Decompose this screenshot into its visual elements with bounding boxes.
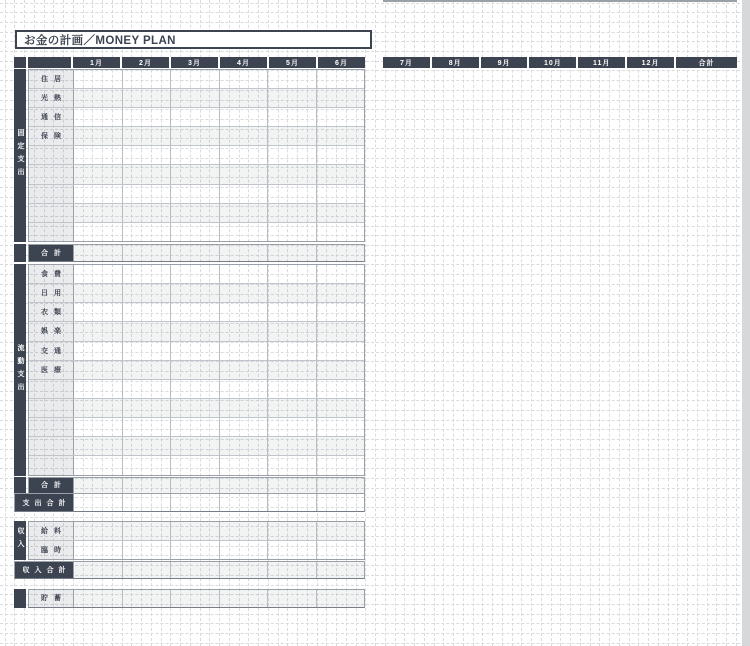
- data-cell[interactable]: [122, 70, 171, 88]
- data-cell[interactable]: [74, 478, 122, 494]
- data-cell[interactable]: [316, 185, 365, 203]
- table-box: [28, 244, 365, 263]
- row-label: 日用: [29, 284, 74, 302]
- row-label: 娯楽: [29, 322, 74, 340]
- data-cell[interactable]: [170, 418, 219, 436]
- data-cell[interactable]: [122, 127, 171, 145]
- data-cell[interactable]: [219, 541, 268, 559]
- data-cell[interactable]: [170, 108, 219, 126]
- data-cell[interactable]: [122, 265, 171, 283]
- data-cell[interactable]: [122, 418, 171, 436]
- month-header-cell: 2月: [122, 57, 171, 68]
- data-cell[interactable]: [170, 342, 219, 360]
- table-box: [28, 521, 365, 560]
- data-cell[interactable]: [170, 590, 219, 608]
- data-cell[interactable]: [122, 456, 171, 474]
- data-cell[interactable]: [316, 361, 365, 379]
- data-cell[interactable]: [316, 322, 365, 340]
- row-label: [29, 165, 74, 183]
- data-cell[interactable]: [170, 541, 219, 559]
- data-cell[interactable]: [74, 322, 122, 340]
- grid-line: [0, 3, 750, 4]
- section-sidebar: [14, 521, 26, 560]
- row-label: 光熱: [29, 89, 74, 107]
- data-cell[interactable]: [74, 185, 122, 203]
- data-cell[interactable]: [219, 322, 268, 340]
- data-cell[interactable]: [170, 146, 219, 164]
- data-cell[interactable]: [74, 342, 122, 360]
- month-header-cell: 4月: [220, 57, 269, 68]
- data-cell[interactable]: [219, 108, 268, 126]
- table-row: [29, 283, 364, 302]
- month-header-cell: 1月: [73, 57, 122, 68]
- data-cell[interactable]: [219, 265, 268, 283]
- data-cell[interactable]: [267, 418, 316, 436]
- data-cell[interactable]: [74, 380, 122, 398]
- data-cell[interactable]: [219, 562, 268, 578]
- table-row: [15, 562, 364, 578]
- row-label: 給料: [29, 522, 74, 540]
- data-cell[interactable]: [170, 245, 219, 262]
- data-cell[interactable]: [122, 165, 171, 183]
- data-cell[interactable]: [122, 108, 171, 126]
- data-cell[interactable]: [170, 185, 219, 203]
- data-cell[interactable]: [267, 590, 316, 608]
- savings-row: [14, 589, 365, 609]
- data-cell[interactable]: [316, 108, 365, 126]
- table-header-second-half: [383, 57, 737, 68]
- data-cell[interactable]: [122, 590, 171, 608]
- month-header-cell: 9月: [481, 57, 530, 68]
- data-cell[interactable]: [267, 494, 316, 511]
- data-cell[interactable]: [219, 361, 268, 379]
- data-cell[interactable]: [316, 245, 365, 262]
- grid-line: [0, 517, 750, 518]
- month-header-cell: 8月: [432, 57, 481, 68]
- data-cell[interactable]: [122, 245, 171, 262]
- data-cell[interactable]: [267, 478, 316, 494]
- page-title: お金の計画／MONEY PLAN: [24, 34, 176, 47]
- data-cell[interactable]: [316, 70, 365, 88]
- header-corner-cell: [14, 57, 28, 68]
- data-cell[interactable]: [316, 165, 365, 183]
- data-cell[interactable]: [316, 562, 365, 578]
- data-cell[interactable]: [170, 478, 219, 494]
- data-cell[interactable]: [74, 146, 122, 164]
- table-box: [28, 264, 365, 476]
- data-cell[interactable]: [170, 303, 219, 321]
- table-row: [29, 398, 364, 417]
- data-cell[interactable]: [267, 342, 316, 360]
- data-cell[interactable]: [122, 562, 171, 578]
- data-cell[interactable]: [74, 284, 122, 302]
- table-row: [29, 522, 364, 540]
- table-row: [29, 265, 364, 283]
- data-cell[interactable]: [74, 361, 122, 379]
- data-cell[interactable]: [170, 361, 219, 379]
- data-cell[interactable]: [316, 541, 365, 559]
- data-cell[interactable]: [219, 127, 268, 145]
- section-sidebar: [14, 264, 26, 476]
- data-cell[interactable]: [74, 70, 122, 88]
- page-edge-strip: [742, 0, 750, 646]
- data-cell[interactable]: [219, 223, 268, 241]
- data-cell[interactable]: [122, 89, 171, 107]
- grid-line: [0, 51, 750, 52]
- sidebar-cell: [14, 477, 26, 495]
- data-cell[interactable]: [316, 284, 365, 302]
- data-cell[interactable]: [74, 522, 122, 540]
- row-label: 収入合計: [15, 562, 74, 578]
- data-cell[interactable]: [122, 342, 171, 360]
- data-cell[interactable]: [219, 303, 268, 321]
- data-cell[interactable]: [267, 541, 316, 559]
- data-cell[interactable]: [170, 204, 219, 222]
- data-cell[interactable]: [316, 399, 365, 417]
- data-cell[interactable]: [316, 265, 365, 283]
- data-cell[interactable]: [170, 70, 219, 88]
- table-row: [15, 494, 364, 511]
- table-row: [29, 145, 364, 164]
- table-row: [29, 184, 364, 203]
- data-cell[interactable]: [170, 127, 219, 145]
- data-cell[interactable]: [219, 380, 268, 398]
- data-cell[interactable]: [219, 418, 268, 436]
- table-row: [29, 107, 364, 126]
- data-cell[interactable]: [219, 284, 268, 302]
- data-cell[interactable]: [170, 522, 219, 540]
- data-cell[interactable]: [74, 223, 122, 241]
- row-label: [29, 399, 74, 417]
- data-cell[interactable]: [316, 146, 365, 164]
- data-cell[interactable]: [316, 522, 365, 540]
- table-row: [29, 540, 364, 559]
- data-cell[interactable]: [267, 380, 316, 398]
- data-cell[interactable]: [170, 562, 219, 578]
- data-cell[interactable]: [74, 204, 122, 222]
- section-income: [14, 521, 365, 560]
- data-cell[interactable]: [316, 127, 365, 145]
- data-cell[interactable]: [170, 494, 219, 511]
- table-box: [28, 477, 365, 495]
- data-cell[interactable]: [74, 303, 122, 321]
- data-cell[interactable]: [122, 284, 171, 302]
- table-box: [28, 69, 365, 243]
- data-cell[interactable]: [74, 245, 122, 262]
- data-cell[interactable]: [122, 478, 171, 494]
- data-cell[interactable]: [267, 399, 316, 417]
- table-box: [14, 493, 365, 512]
- row-label: 交通: [29, 342, 74, 360]
- data-cell[interactable]: [122, 361, 171, 379]
- table-row: [29, 341, 364, 360]
- table-row: [29, 302, 364, 321]
- month-header-cell: 3月: [171, 57, 220, 68]
- data-cell[interactable]: [122, 322, 171, 340]
- table-row: [29, 478, 364, 494]
- data-cell[interactable]: [170, 456, 219, 474]
- data-cell[interactable]: [74, 265, 122, 283]
- row-label: 臨時: [29, 541, 74, 559]
- row-label: 保険: [29, 127, 74, 145]
- row-label: [29, 380, 74, 398]
- grid-line: [0, 12, 750, 13]
- data-cell[interactable]: [170, 165, 219, 183]
- header-cells: [28, 57, 365, 68]
- data-cell[interactable]: [316, 418, 365, 436]
- data-cell[interactable]: [219, 342, 268, 360]
- data-cell[interactable]: [219, 70, 268, 88]
- table-row: [29, 88, 364, 107]
- data-cell[interactable]: [74, 399, 122, 417]
- expense-total-row: [14, 493, 365, 512]
- data-cell[interactable]: [170, 223, 219, 241]
- data-cell[interactable]: [267, 165, 316, 183]
- table-row: [29, 360, 364, 379]
- row-label: [29, 146, 74, 164]
- data-cell[interactable]: [219, 165, 268, 183]
- data-cell[interactable]: [74, 541, 122, 559]
- table-row: [29, 436, 364, 455]
- data-cell[interactable]: [219, 399, 268, 417]
- row-label: 医療: [29, 361, 74, 379]
- table-row: [29, 245, 364, 262]
- data-cell[interactable]: [316, 456, 365, 474]
- data-cell[interactable]: [267, 185, 316, 203]
- data-cell[interactable]: [267, 265, 316, 283]
- data-cell[interactable]: [122, 437, 171, 455]
- fixed-expenses-total-row: [14, 244, 365, 263]
- row-label: 支出合計: [15, 494, 74, 511]
- data-cell[interactable]: [219, 437, 268, 455]
- data-cell[interactable]: [219, 590, 268, 608]
- header-cells: [383, 57, 737, 68]
- data-cell[interactable]: [267, 456, 316, 474]
- data-cell[interactable]: [316, 223, 365, 241]
- data-cell[interactable]: [267, 361, 316, 379]
- month-header-cell: 11月: [578, 57, 627, 68]
- grid-line: [0, 22, 750, 23]
- data-cell[interactable]: [267, 562, 316, 578]
- data-cell[interactable]: [219, 204, 268, 222]
- data-cell[interactable]: [74, 437, 122, 455]
- month-header-cell: 7月: [383, 57, 432, 68]
- row-label: 衣類: [29, 303, 74, 321]
- variable-expenses-total-row: [14, 477, 365, 495]
- data-cell[interactable]: [267, 89, 316, 107]
- section-side-label: 固定支出: [17, 129, 24, 182]
- data-cell[interactable]: [267, 108, 316, 126]
- row-label: [29, 418, 74, 436]
- data-cell[interactable]: [316, 380, 365, 398]
- page-title-box: [15, 30, 372, 49]
- data-cell[interactable]: [170, 437, 219, 455]
- category-header-cell: [28, 57, 73, 68]
- sidebar-cell: [14, 244, 26, 263]
- data-cell[interactable]: [170, 284, 219, 302]
- data-cell[interactable]: [316, 204, 365, 222]
- table-box: [14, 561, 365, 579]
- data-cell[interactable]: [74, 494, 122, 511]
- section-fixed-expenses: [14, 69, 365, 243]
- row-label: [29, 456, 74, 474]
- data-cell[interactable]: [267, 223, 316, 241]
- table-header-first-half: [14, 57, 365, 68]
- data-cell[interactable]: [267, 284, 316, 302]
- data-cell[interactable]: [267, 303, 316, 321]
- table-row: [29, 70, 364, 88]
- table-box: [383, 0, 737, 2]
- data-cell[interactable]: [170, 380, 219, 398]
- row-label: 食費: [29, 265, 74, 283]
- data-cell[interactable]: [219, 494, 268, 511]
- data-cell[interactable]: [267, 70, 316, 88]
- grid-line: [0, 643, 750, 644]
- table-row: [29, 455, 364, 474]
- section-side-label: 流動支出: [17, 343, 24, 396]
- data-cell[interactable]: [170, 89, 219, 107]
- data-cell[interactable]: [74, 108, 122, 126]
- data-cell[interactable]: [267, 146, 316, 164]
- row-label: [29, 223, 74, 241]
- table-row: [29, 379, 364, 398]
- data-cell[interactable]: [316, 303, 365, 321]
- data-cell[interactable]: [74, 456, 122, 474]
- undefined: [383, 0, 737, 2]
- table-row: [29, 222, 364, 241]
- grid-line: [0, 623, 750, 624]
- row-label: 合計: [29, 478, 74, 494]
- data-cell[interactable]: [122, 204, 171, 222]
- data-cell[interactable]: [316, 437, 365, 455]
- table-box: [28, 589, 365, 609]
- section-side-label: 収入: [17, 527, 24, 553]
- data-cell[interactable]: [74, 418, 122, 436]
- data-cell[interactable]: [219, 456, 268, 474]
- month-header-cell: 10月: [529, 57, 578, 68]
- table-row: [29, 126, 364, 145]
- data-cell[interactable]: [74, 127, 122, 145]
- row-label: 住居: [29, 70, 74, 88]
- grid-line: [0, 614, 750, 615]
- sidebar-cell: [14, 589, 26, 609]
- data-cell[interactable]: [122, 522, 171, 540]
- data-cell[interactable]: [122, 541, 171, 559]
- data-cell[interactable]: [267, 204, 316, 222]
- data-cell[interactable]: [74, 590, 122, 608]
- month-header-cell: 12月: [627, 57, 676, 68]
- data-cell[interactable]: [74, 165, 122, 183]
- data-cell[interactable]: [316, 342, 365, 360]
- data-cell[interactable]: [122, 494, 171, 511]
- data-cell[interactable]: [122, 223, 171, 241]
- data-cell[interactable]: [219, 89, 268, 107]
- section-sidebar: [14, 69, 26, 243]
- data-cell[interactable]: [122, 146, 171, 164]
- data-cell[interactable]: [267, 245, 316, 262]
- data-cell[interactable]: [316, 494, 365, 511]
- row-label: [29, 185, 74, 203]
- data-cell[interactable]: [122, 380, 171, 398]
- data-cell[interactable]: [316, 590, 365, 608]
- data-cell[interactable]: [316, 89, 365, 107]
- row-label: 貯蓄: [29, 590, 74, 608]
- table-row: [29, 164, 364, 183]
- grid-line: [0, 585, 750, 586]
- data-cell[interactable]: [316, 478, 365, 494]
- income-total-row: [14, 561, 365, 579]
- row-label: 合計: [29, 245, 74, 262]
- data-cell[interactable]: [267, 127, 316, 145]
- data-cell[interactable]: [267, 522, 316, 540]
- data-cell[interactable]: [219, 478, 268, 494]
- row-label: [29, 437, 74, 455]
- total-header-cell: 合計: [676, 57, 737, 68]
- data-cell[interactable]: [219, 185, 268, 203]
- data-cell[interactable]: [170, 265, 219, 283]
- data-cell[interactable]: [122, 303, 171, 321]
- grid-line: [0, 633, 750, 634]
- month-header-cell: 5月: [269, 57, 318, 68]
- data-cell[interactable]: [267, 322, 316, 340]
- table-row: [29, 417, 364, 436]
- data-cell[interactable]: [122, 399, 171, 417]
- data-cell[interactable]: [219, 245, 268, 262]
- table-row: [29, 321, 364, 340]
- table-row: [29, 590, 364, 608]
- data-cell[interactable]: [122, 185, 171, 203]
- data-cell[interactable]: [74, 89, 122, 107]
- row-label: 通信: [29, 108, 74, 126]
- data-cell[interactable]: [219, 522, 268, 540]
- table-row: [29, 203, 364, 222]
- data-cell[interactable]: [74, 562, 122, 578]
- data-cell[interactable]: [267, 437, 316, 455]
- data-cell[interactable]: [219, 146, 268, 164]
- row-label: [29, 204, 74, 222]
- data-cell[interactable]: [170, 322, 219, 340]
- month-header-cell: 6月: [318, 57, 365, 68]
- data-cell[interactable]: [170, 399, 219, 417]
- section-variable-expenses: [14, 264, 365, 476]
